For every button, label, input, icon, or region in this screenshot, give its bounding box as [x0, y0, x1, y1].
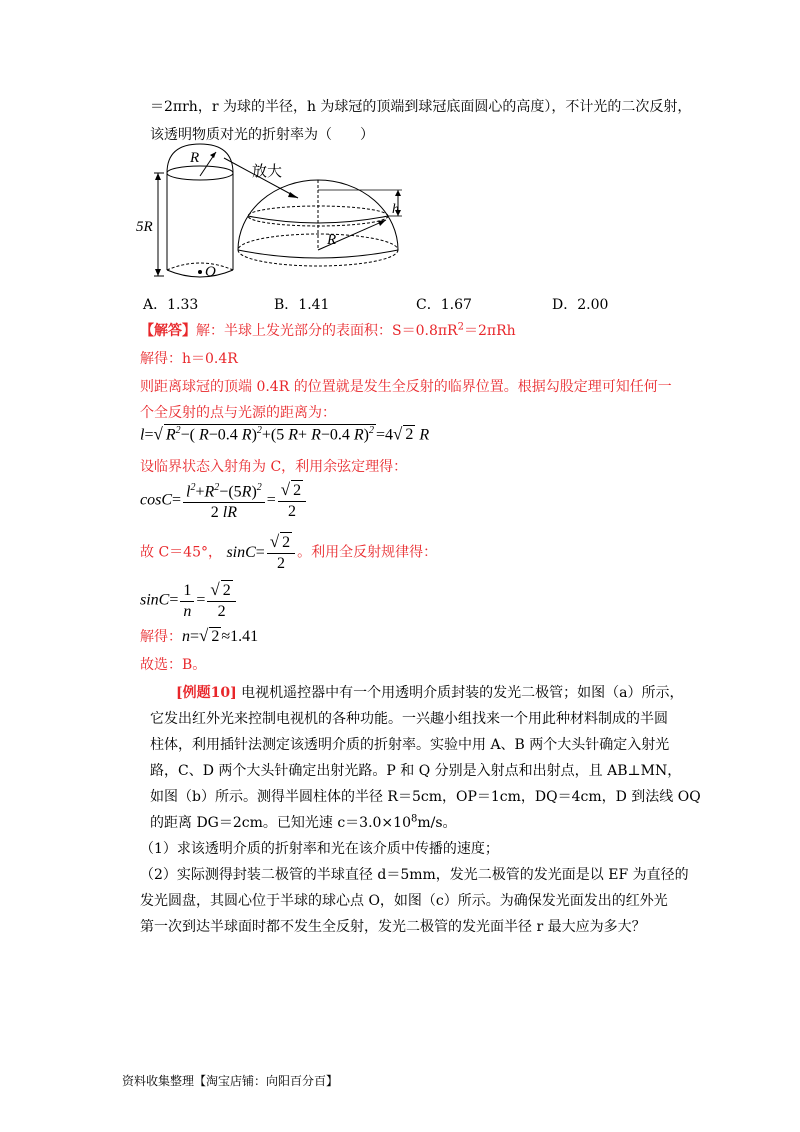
intro-line-1: ＝2πrh，r 为球的半径，h 为球冠的顶端到球冠底面圆心的高度），不计光的二次反射，: [150, 99, 692, 115]
example-line-6: 的距离 DG＝2cm。已知光速 $c=3.0\times 10^8m/s$。: [150, 813, 457, 831]
hemisphere-diagram: [238, 180, 402, 266]
solution-line-7: 解得：n=√ 2 ≈1.41: [140, 626, 259, 645]
label-h: h: [392, 202, 399, 217]
footer-text: 资料收集整理【淘宝店铺：向阳百分百】: [122, 1074, 339, 1088]
question-2-line-3: 第一次到达半球面时都不发生全反射，发光二极管的发光面半径 r 最大应为多大？: [140, 919, 646, 935]
option-b: B．1.41: [274, 297, 330, 313]
option-a: A．1.33: [143, 297, 199, 313]
solution-line-6: 故 C＝45°， sinC= $\frac{√ 2}{2}$ 。利用全反射规律得：: [140, 532, 438, 572]
solution-line-1: 【解答】解：半球上发光部分的表面积：$S=0.8\pi R^2=2\pi Rh$: [140, 321, 516, 339]
option-c: C．1.67: [416, 297, 472, 313]
label-o: O: [205, 264, 216, 280]
example-line-4: 路，C、D 两个大头针确定出射光路。P 和 Q 分别是入射点和出射点，且 AB⊥MN，: [150, 763, 682, 779]
solution-line-3: 则距离球冠的顶端 0.4R 的位置就是发生全反射的临界位置。根据勾股定理可知任何一: [140, 379, 672, 395]
label-5r: 5R: [136, 219, 153, 235]
example-line-5: 如图（b）所示。测得半圆柱体的半径 R＝5cm，OP＝1cm，DQ＝4cm，D 到法线 OQ: [150, 789, 701, 805]
question-2-line-1: （2）实际测得封装二极管的半球直径 d＝5mm，发光二极管的发光面是以 EF 为直径的: [140, 867, 689, 883]
solution-line-5: 设临界状态入射角为 C，利用余弦定理得：: [140, 459, 408, 475]
label-zoom: 放大: [252, 162, 283, 180]
example-line-3: 柱体，利用插针法测定该透明介质的折射率。实验中用 A、B 两个大头针确定入射光: [150, 737, 670, 753]
solution-line-2: 解得：h＝0.4R: [140, 351, 238, 367]
label-r-big: R: [327, 232, 337, 248]
example-tag: [例题10]: [176, 685, 237, 701]
example-line-1: [例题10] 电视机遥控器中有一个用透明介质封装的发光二极管；如图（a）所示，: [176, 685, 684, 701]
formula-distance: l=√ $R^2-$( R−0.4 R)$^2$+(5 R+ R−0.4 R)$^2$ =4√ 2 R: [140, 424, 430, 444]
intro-line-2: 该透明物质对光的折射率为（ ）: [150, 127, 374, 143]
option-d: D．2.00: [552, 297, 609, 313]
solution-line-8: 故选：B。: [140, 657, 207, 673]
example-line-2: 它发出红外光来控制电视机的各种功能。一兴趣小组找来一个用此种材料制成的半圆: [150, 711, 668, 727]
solution-line-4: 个全反射的点与光源的距离为：: [140, 405, 336, 421]
question-1: （1）求该透明介质的折射率和光在该介质中传播的速度；: [140, 841, 499, 857]
question-2-line-2: 发光圆盘，其圆心位于半球的球心点 O，如图（c）所示。为确保发光面发出的红外光: [140, 893, 668, 909]
formula-cosine: cosC= $\frac{l^2+R^2-(5R)^2}{2 lR}$ = $\frac{√ 2}{2}$: [140, 478, 308, 523]
label-r-small: R: [190, 150, 200, 166]
solution-tag: 【解答】: [140, 323, 196, 339]
formula-sine: sinC= $\frac{1}{n}$ = $\frac{√ 2}{2}$: [140, 580, 238, 622]
